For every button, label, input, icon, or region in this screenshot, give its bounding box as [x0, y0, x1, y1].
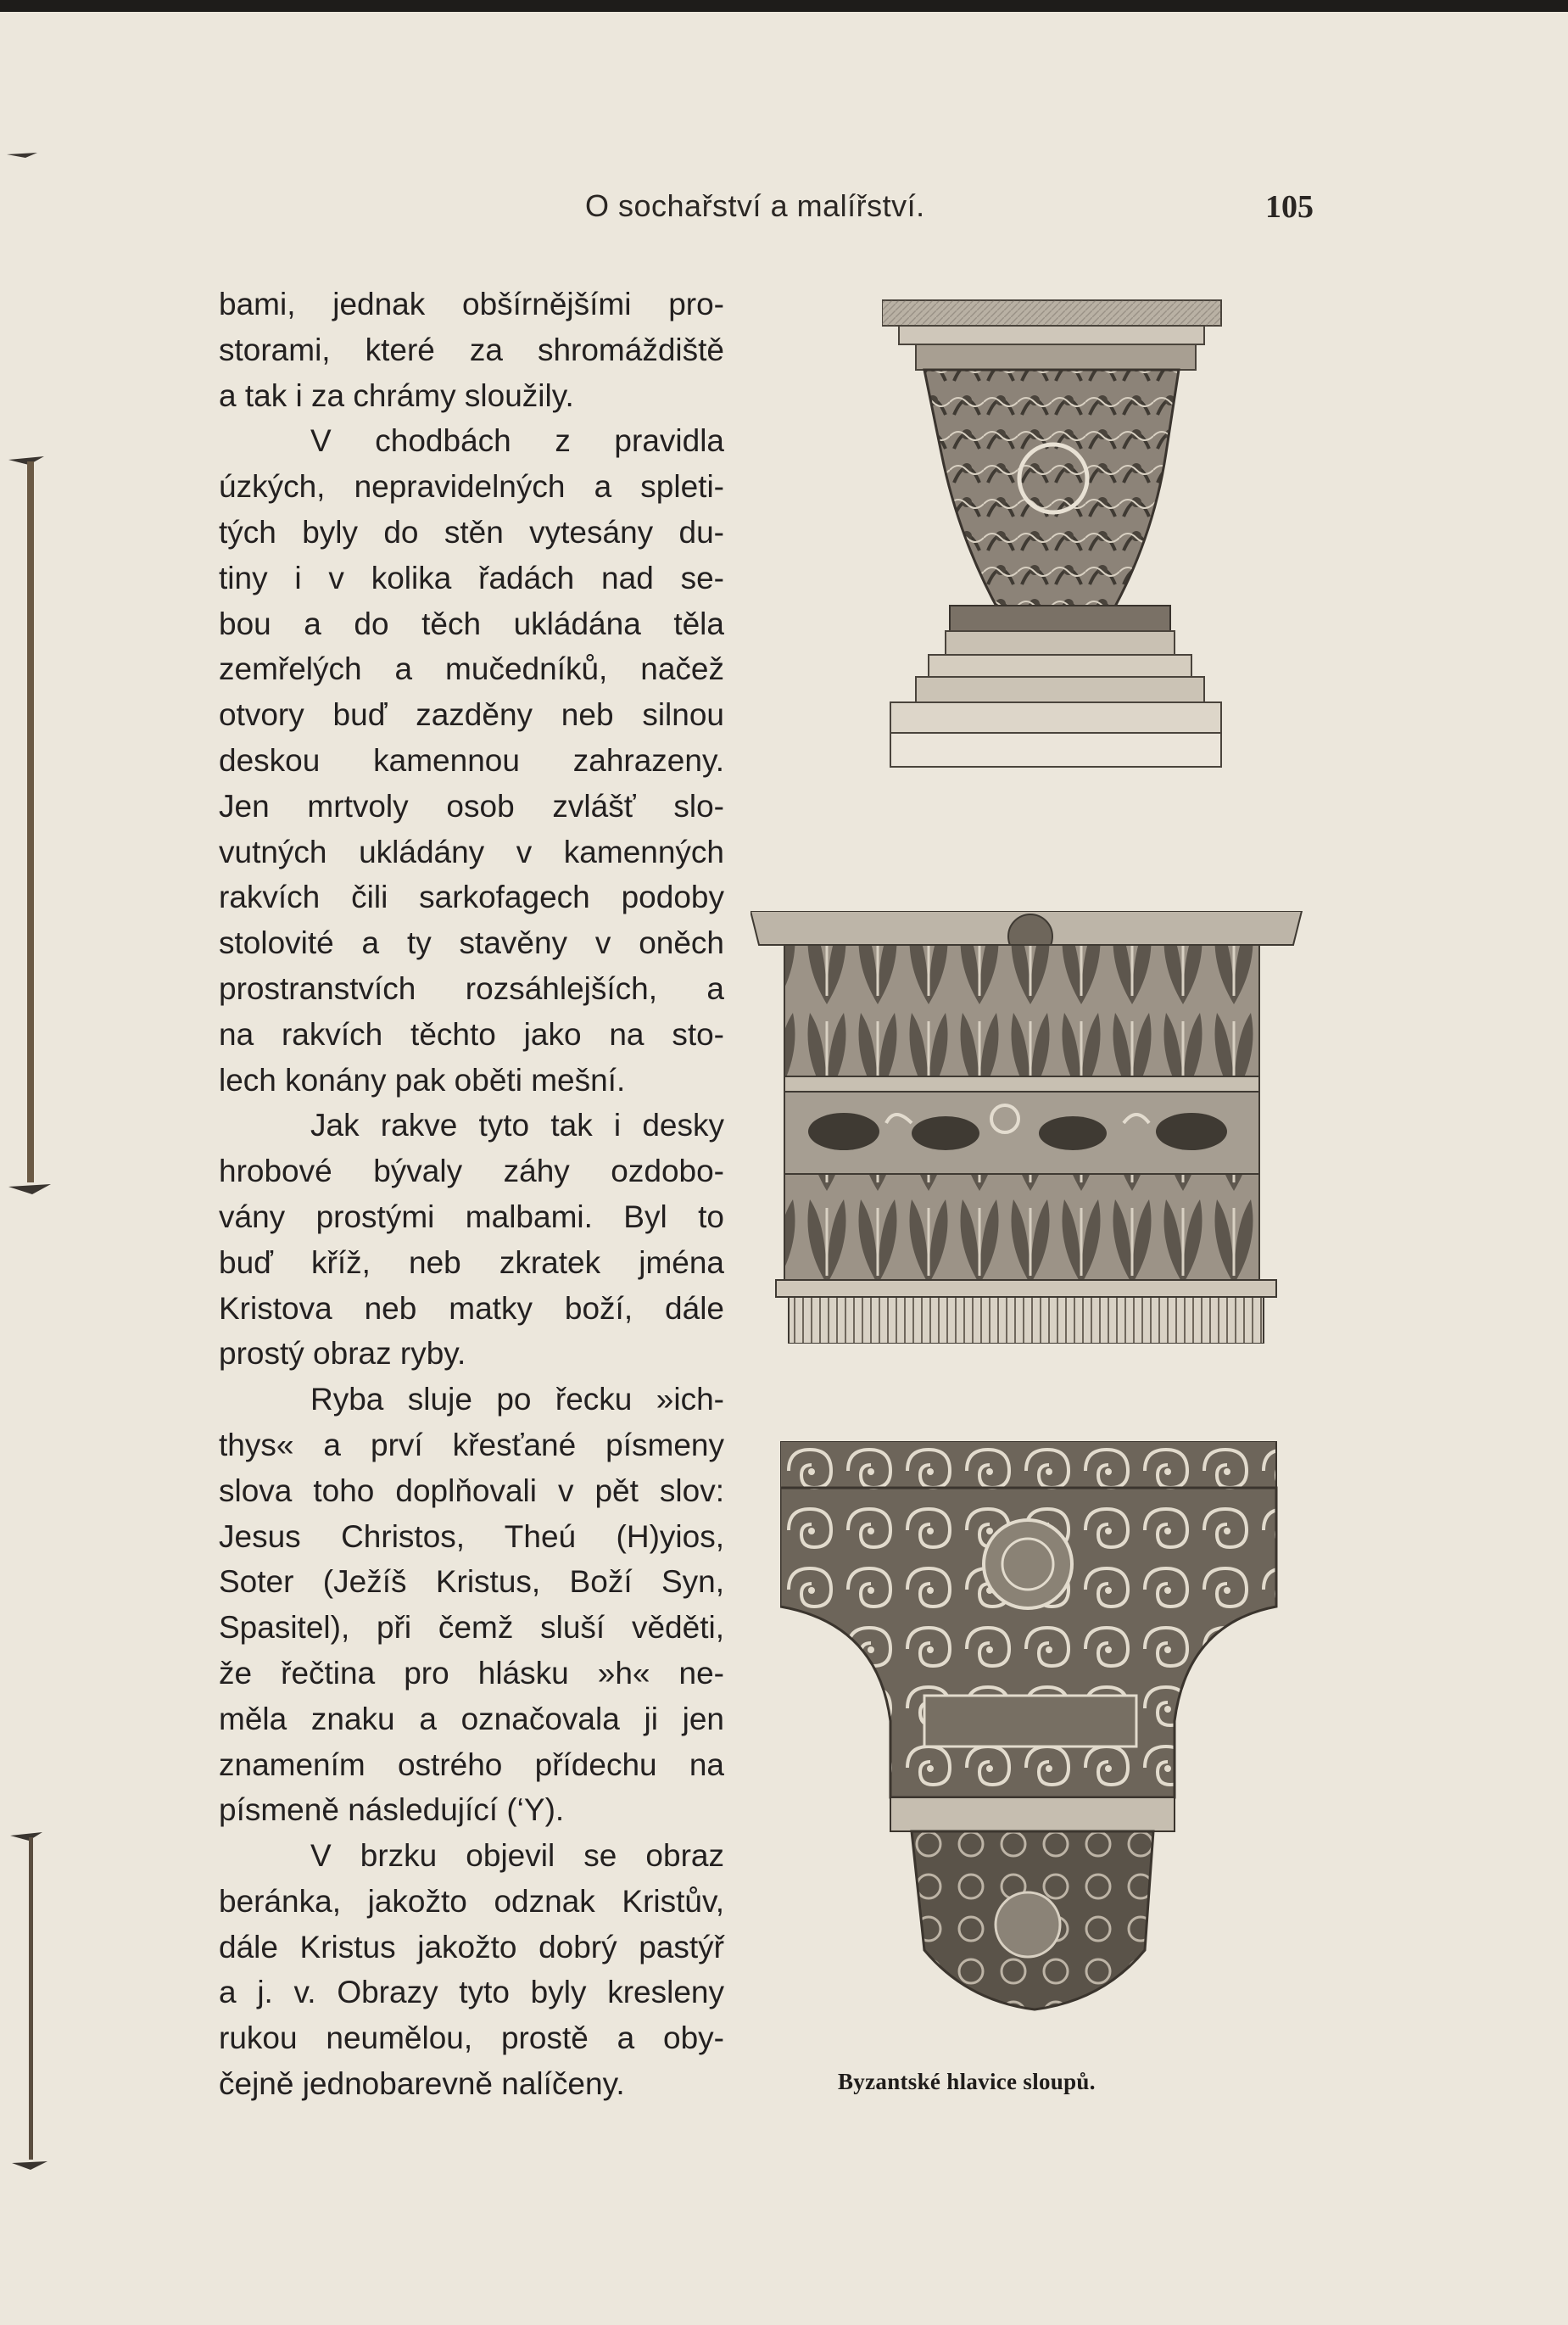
text-line: hrobové bývaly záhy ozdobo-: [219, 1154, 724, 1189]
text-line: prostranstvích rozsáhlejších, a: [219, 970, 724, 1006]
capital-illustration-2: [751, 911, 1310, 1344]
text-line: tých byly do stěn vytesány du-: [219, 514, 724, 550]
text-line: otvory buď zazděny neb silnou: [219, 697, 724, 733]
text-line: prostý obraz ryby.: [219, 1336, 466, 1372]
text-line: beránka, jakožto odznak Kristův,: [219, 1883, 724, 1919]
text-line: storami, které za shromáždiště: [219, 332, 724, 367]
body-text-column: [219, 282, 724, 2107]
text-line: a j. v. Obrazy tyto byly kresleny: [219, 1975, 724, 2010]
margin-binding-marks: [0, 131, 59, 2251]
text-line: znamením ostrého přídechu na: [219, 1747, 724, 1782]
book-page: [0, 12, 1568, 2325]
text-line: deskou kamennou zahrazeny.: [219, 742, 724, 778]
text-line: zemřelých a mučedníků, načež: [219, 651, 724, 687]
text-line: Ryba sluje po řecku »ich-: [310, 1382, 724, 1417]
text-line: rukou neumělou, prostě a oby-: [219, 2020, 724, 2056]
text-line: úzkých, nepravidelných a spleti-: [219, 469, 724, 505]
text-line: V brzku objevil se obraz: [310, 1838, 724, 1874]
text-line: a tak i za chrámy sloužily.: [219, 377, 574, 413]
text-line: Jesus Christos, Theú (H)yios,: [219, 1518, 724, 1554]
capital-illustration-3: [780, 1441, 1285, 2026]
text-line: měla znaku a označovala ji jen: [219, 1701, 724, 1736]
text-line: že řečtina pro hlásku »h« ne-: [219, 1655, 724, 1691]
text-line: slova toho doplňovali v pět slov:: [219, 1473, 724, 1508]
text-line: písmeně následující (‘Y).: [219, 1792, 565, 1828]
text-line: Soter (Ježíš Kristus, Boží Syn,: [219, 1564, 724, 1600]
text-line: Jak rakve tyto tak i desky: [310, 1108, 724, 1143]
text-line: na rakvích těchto jako na sto-: [219, 1016, 724, 1052]
text-line: vány prostými malbami. Byl to: [219, 1199, 724, 1234]
text-line: V chodbách z pravidla: [310, 423, 724, 459]
text-line: bami, jednak obšírnějšími pro-: [219, 287, 724, 321]
text-line: Jen mrtvoly osob zvlášť slo-: [219, 788, 724, 824]
page-number: 105: [1265, 189, 1314, 225]
figure-caption: Byzantské hlavice sloupů.: [838, 2069, 1096, 2094]
text-line: Spasitel), při čemž sluší věděti,: [219, 1610, 724, 1646]
text-line: lech konány pak oběti mešní.: [219, 1062, 626, 1098]
text-line: rakvích čili sarkofagech podoby: [219, 880, 724, 915]
text-line: bou a do těch ukládána těla: [219, 606, 724, 641]
text-line: Kristova neb matky boží, dále: [219, 1290, 724, 1326]
running-title: O sochařství a malířství.: [585, 188, 925, 223]
capital-illustration-1: [882, 283, 1230, 843]
text-line: stolovité a ty stavěny v oněch: [219, 925, 724, 961]
text-line: vutných ukládány v kamenných: [219, 834, 724, 869]
text-line: buď kříž, neb zkratek jména: [219, 1244, 724, 1280]
text-line: tiny i v kolika řadách nad se-: [219, 560, 724, 595]
text-line: dále Kristus jakožto dobrý pastýř: [219, 1929, 724, 1965]
text-line: thys« a prví křesťané písmeny: [219, 1427, 724, 1462]
text-line: čejně jednobarevně nalíčeny.: [219, 2066, 625, 2102]
